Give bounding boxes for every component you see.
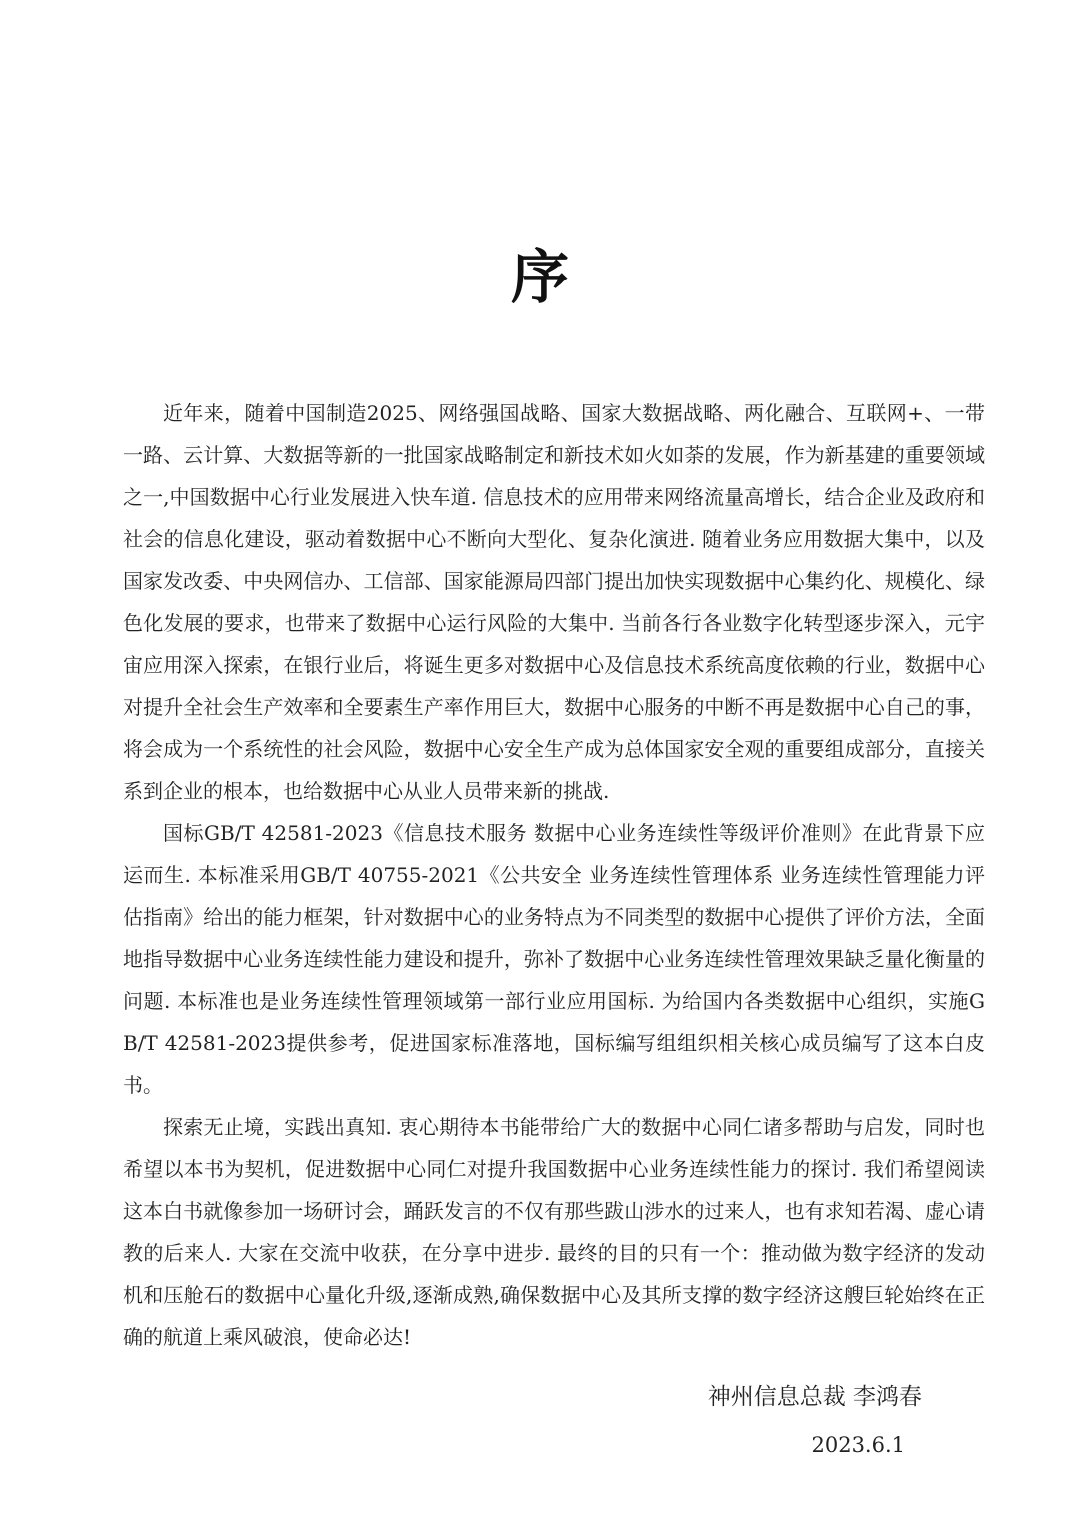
paragraph-3: 探索无止境，实践出真知. 衷心期待本书能带给广大的数据中心同仁诸多帮助与启发，同时也希望以本书为契机，促进数据中心同仁对提升我国数据中心业务连续性能力的探讨. 我们希望阅读这本白书就像参加一场研讨会，踊跃发言的不仅有那些跋山涉水的过来人，也有求知若渴、虚心请教的后来人. 大家在交流中收获，在分享中进步. 最终的目的只有一个：推动做为数字经济的发动机和压舱石的数据中心量化升级,逐渐成熟,确保数据中心及其所支撑的数字经济这艘巨轮始终在正确的航道上乘风破浪，使命必达!	[123, 1115, 985, 1349]
paragraph-1: 近年来，随着中国制造2025、网络强国战略、国家大数据战略、两化融合、互联网+、一带一路、云计算、大数据等新的一批国家战略制定和新技术如火如荼的发展，作为新基建的重要领域之一,中国数据中心行业发展进入快车道. 信息技术的应用带来网络流量高增长，结合企业及政府和社会的信息化建设，驱动着数据中心不断向大型化、复杂化演进. 随着业务应用数据大集中，以及国家发改委、中央网信办、工信部、国家能源局四部门提出加快实现数据中心集约化、规模化、绿色化发展的要求，也带来了数据中心运行风险的大集中. 当前各行各业数字化转型逐步深入，元宇宙应用深入探索，在银行业后，将诞生更多对数据中心及信息技术系统高度依赖的行业，数据中心对提升全社会生产效率和全要素生产率作用巨大，数据中心服务的中断不再是数据中心自己的事，将会成为一个系统性的社会风险，数据中心安全生产成为总体国家安全观的重要组成部分，直接关系到企业的根本，也给数据中心从业人员带来新的挑战.	[123, 401, 985, 803]
paragraph-2: 国标GB/T 42581-2023《信息技术服务 数据中心业务连续性等级评价准则》在此背景下应运而生. 本标准采用GB/T 40755-2021《公共安全 业务连续性管理体系 业务连续性管理能力评估指南》给出的能力框架，针对数据中心的业务特点为不同类型的数据中心提供了评价方法，全面地指导数据中心业务连续性能力建设和提升，弥补了数据中心业务连续性管理效果缺乏量化衡量的问题. 本标准也是业务连续性管理领域第一部行业应用国标. 为给国内各类数据中心组织，实施GB/T 42581-2023提供参考，促进国家标准落地，国标编写组组织相关核心成员编写了这本白皮书。	[123, 821, 985, 1097]
signature-name: 神州信息总裁 李鸿春	[707, 1384, 922, 1410]
signature-date: 2023.6.1	[811, 1433, 905, 1457]
document-body	[123, 392, 985, 1358]
page-title: 序	[510, 243, 569, 311]
signature-block	[123, 1380, 985, 1460]
